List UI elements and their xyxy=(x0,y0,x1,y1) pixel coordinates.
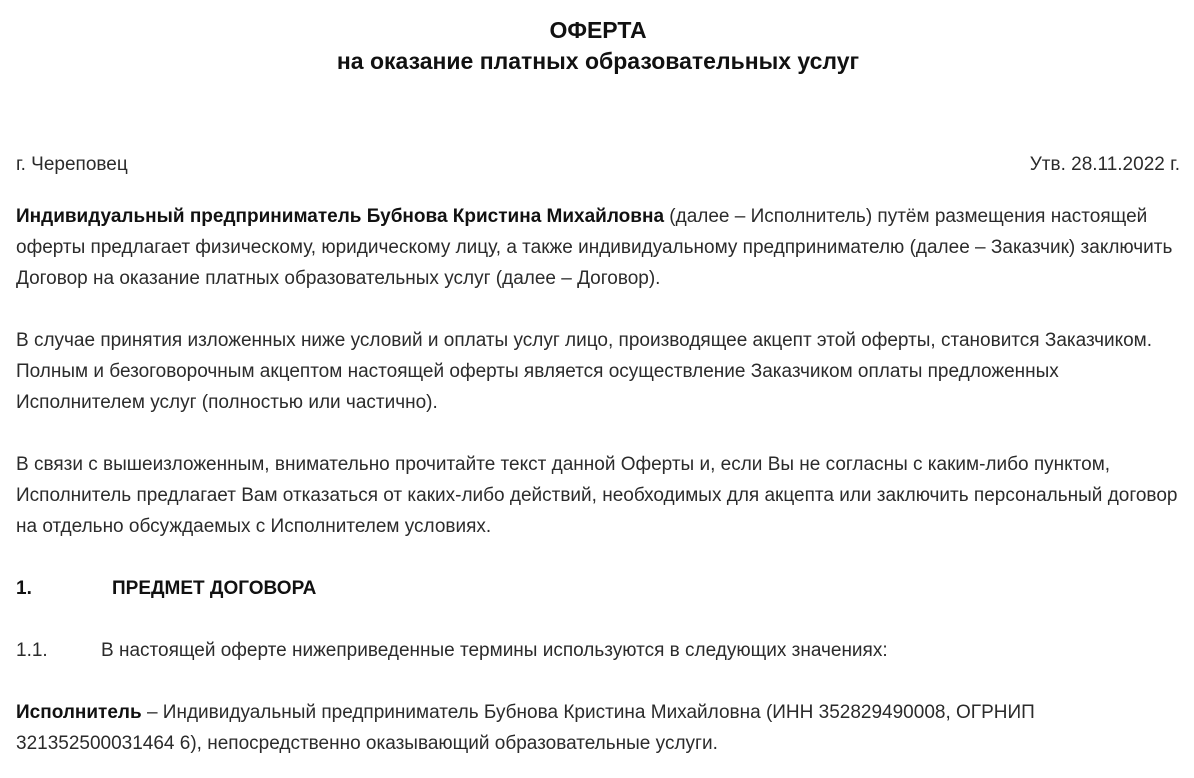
approval-date: Утв. 28.11.2022 г. xyxy=(1029,154,1180,175)
city-date-row xyxy=(16,152,1180,178)
document-subtitle: на оказание платных образовательных услуг xyxy=(336,48,860,74)
notice-paragraph: В связи с вышеизложенным, внимательно прочитайте текст данной Оферты и, если Вы не согласны с каким-либо пунктом, Исполнитель предлагает Вам отказаться от каких-либо действий, необходимых для акцепта или заключить персональный договор на отдельно обсуждаемых с Исполнителем условиях. xyxy=(16,454,1178,537)
section-title: ПРЕДМЕТ ДОГОВОРА xyxy=(112,578,317,599)
intro-paragraph xyxy=(16,201,1180,294)
clause-text: В настоящей оферте нижеприведенные термины используются в следующих значениях: xyxy=(101,640,888,661)
clause-number: 1.1. xyxy=(16,640,48,661)
document-title: ОФЕРТА xyxy=(549,17,647,43)
definition-term: Исполнитель xyxy=(16,702,142,723)
intro-text: (далее – Исполнитель) путём размещения настоящей оферты предлагает физическому, юридическому лицу, а также индивидуальному предпринимателю (далее – Заказчик) заключить Договор на оказание платных образовательных услуг (далее – Договор). xyxy=(16,206,1173,289)
clause-item xyxy=(16,635,1180,666)
definition-text: – Индивидуальный предприниматель Бубнова Кристина Михайловна (ИНН 352829490008, ОГРНИП 321352500031464 6), непосредственно оказывающий образовательные услуги. xyxy=(16,702,1035,754)
acceptance-paragraph: В случае принятия изложенных ниже условий и оплаты услуг лицо, производящее акцепт этой оферты, становится Заказчиком. Полным и безоговорочным акцептом настоящей оферты является осуществление Заказчиком оплаты предложенных Исполнителем услуг (полностью или частично). xyxy=(16,330,1153,413)
section-number: 1. xyxy=(16,578,32,599)
section-heading xyxy=(16,573,1180,604)
document-title-block xyxy=(16,0,1180,76)
intro-party-name: Индивидуальный предприниматель Бубнова Кристина Михайловна xyxy=(16,206,665,227)
city-label: г. Череповец xyxy=(16,154,128,175)
definition-paragraph xyxy=(16,697,1180,759)
